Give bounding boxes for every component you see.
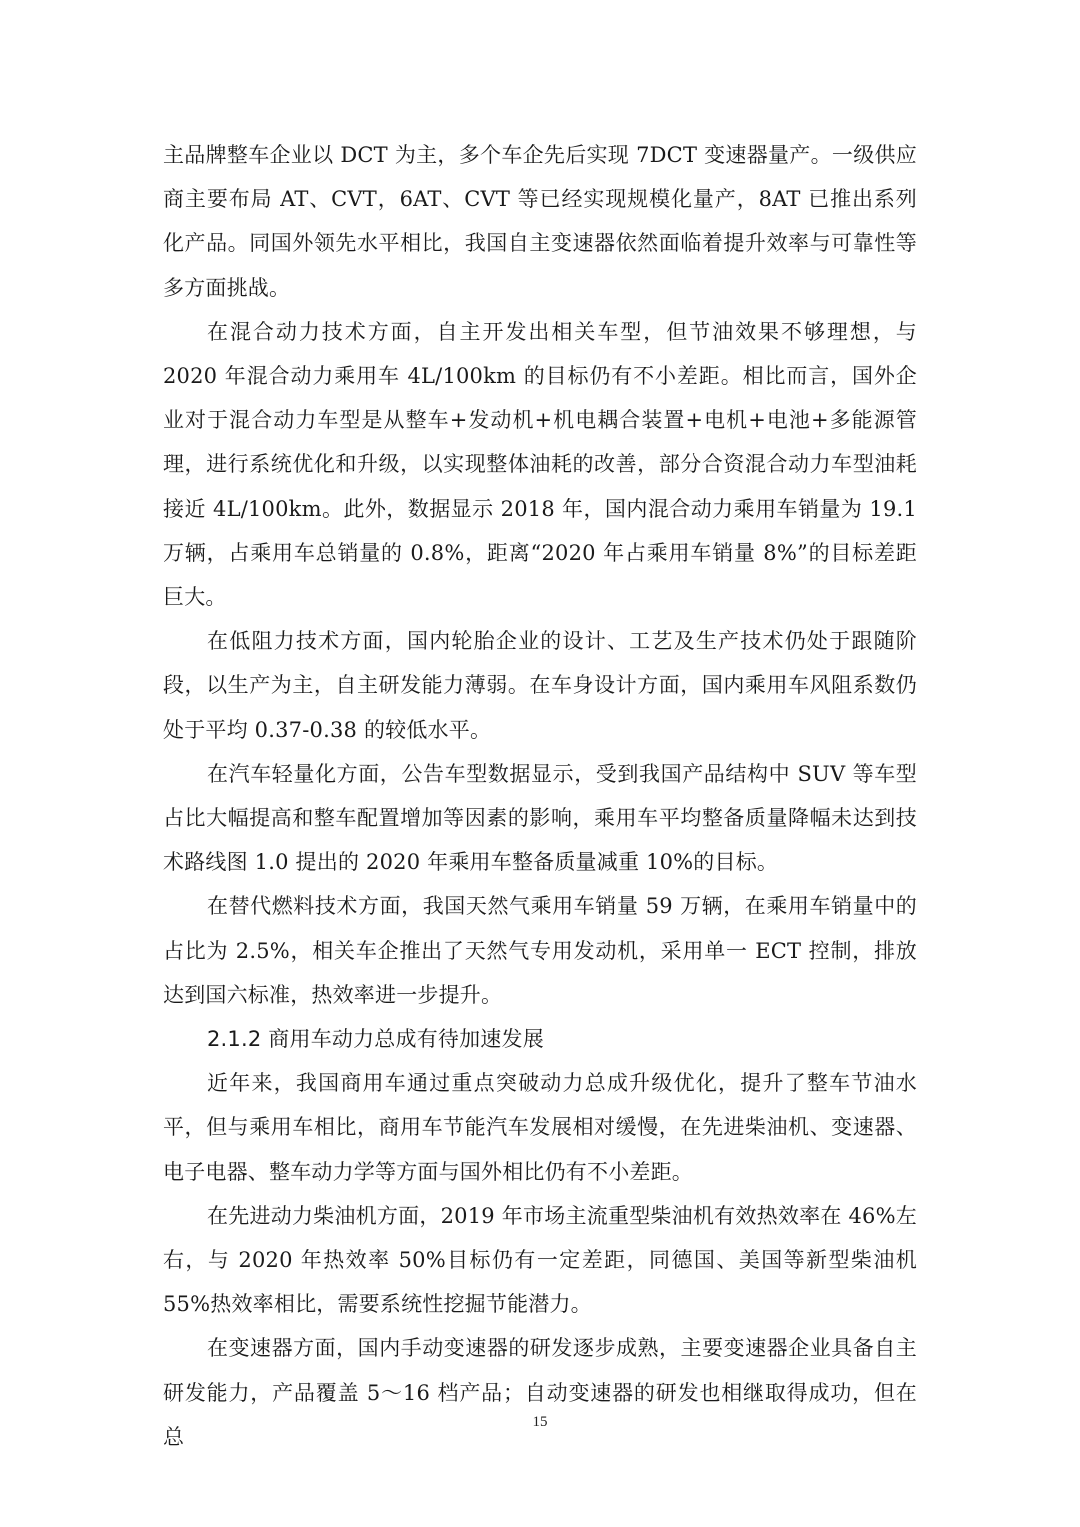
paragraph-transmission-commercial: 在变速器方面，国内手动变速器的研发逐步成熟，主要变速器企业具备自主研发能力，产品覆盖 5～16 档产品；自动变速器的研发也相继取得成功，但在总	[163, 1336, 917, 1449]
document-page-body	[163, 133, 917, 1459]
paragraph-alternative-fuel: 在替代燃料技术方面，我国天然气乘用车销量 59 万辆，在乘用车销量中的占比为 2.5%，相关车企推出了天然气专用发动机，采用单一 ECT 控制，排放达到国六标准，热效率进一步提升。	[163, 894, 917, 1007]
paragraph-diesel-engine: 在先进动力柴油机方面，2019 年市场主流重型柴油机有效热效率在 46%左右，与 2020 年热效率 50%目标仍有一定差距，同德国、美国等新型柴油机 55%热效率相比，需要系统性挖掘节能潜力。	[163, 1203, 917, 1317]
section-heading: 2.1.2 商用车动力总成有待加速发展	[207, 1027, 544, 1052]
page-number: 15	[532, 1414, 548, 1430]
paragraph-lightweighting: 在汽车轻量化方面，公告车型数据显示，受到我国产品结构中 SUV 等车型占比大幅提高和整车配置增加等因素的影响，乘用车平均整备质量降幅未达到技术路线图 1.0 提出的 2020 年乘用车整备质量减重 10%的目标。	[163, 761, 917, 875]
paragraph-transmission-overview: 主品牌整车企业以 DCT 为主，多个车企先后实现 7DCT 变速器量产。一级供应商主要布局 AT、CVT，6AT、CVT 等已经实现规模化量产，8AT 已推出系列化产品。同国外领先水平相比，我国自主变速器依然面临着提升效率与可靠性等多方面挑战。	[163, 143, 917, 300]
paragraph-hybrid-technology: 在混合动力技术方面，自主开发出相关车型，但节油效果不够理想，与 2020 年混合动力乘用车 4L/100km 的目标仍有不小差距。相比而言，国外企业对于混合动力车型是从整车+发动机+机电耦合装置+电机+电池+多能源管理，进行系统优化和升级，以实现整体油耗的改善，部分合资混合动力车型油耗接近 4L/100km。此外，数据显示 2018 年，国内混合动力乘用车销量为 19.1 万辆，占乘用车总销量的 0.8%，距离“2020 年占乘用车销量 8%”的目标差距巨大。	[163, 319, 917, 610]
paragraph-commercial-vehicle-intro: 近年来，我国商用车通过重点突破动力总成升级优化，提升了整车节油水平，但与乘用车相比，商用车节能汽车发展相对缓慢，在先进柴油机、变速器、电子电器、整车动力学等方面与国外相比仍有不小差距。	[163, 1071, 917, 1184]
paragraph-low-resistance: 在低阻力技术方面，国内轮胎企业的设计、工艺及生产技术仍处于跟随阶段，以生产为主，自主研发能力薄弱。在车身设计方面，国内乘用车风阻系数仍处于平均 0.37-0.38 的较低水平。	[163, 629, 917, 742]
